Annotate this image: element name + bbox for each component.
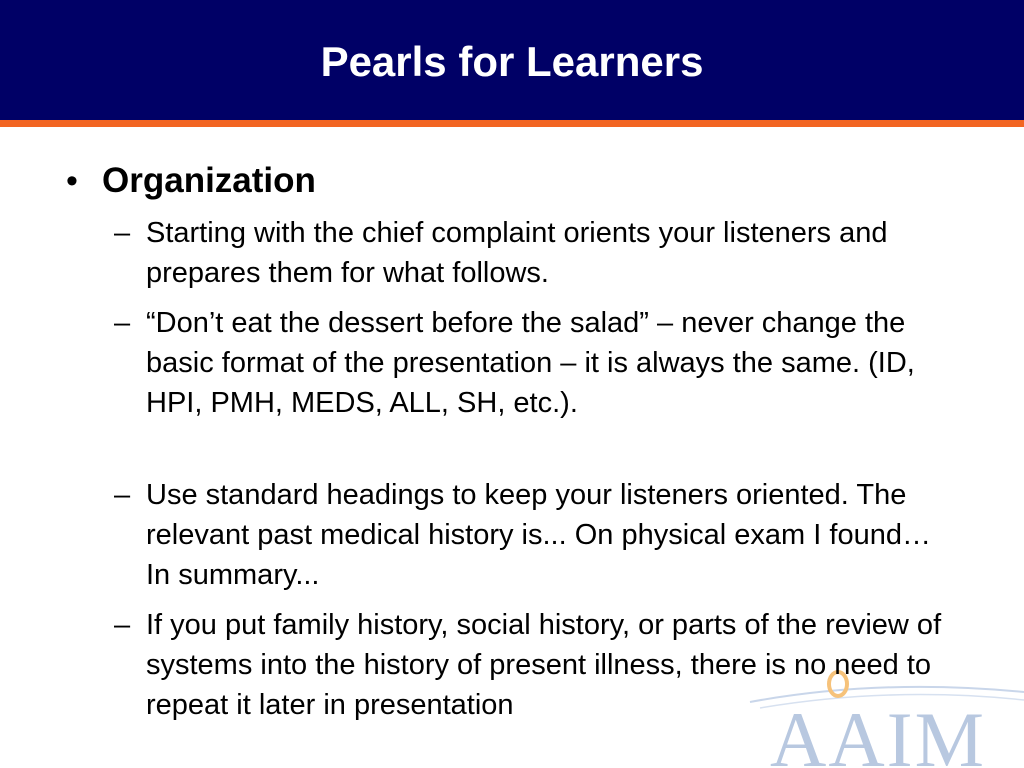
dash-symbol: –: [114, 609, 131, 641]
dash-symbol: –: [114, 307, 131, 339]
sub-bullet-3: [114, 475, 964, 595]
sub-bullet-1: [114, 213, 964, 293]
bullet-symbol: •: [66, 162, 78, 200]
sub-bullet-text: Starting with the chief complaint orients your listeners and prepares them for what follows.: [146, 217, 888, 289]
bullet-organization: [66, 160, 316, 202]
bullet-heading: Organization: [102, 161, 316, 200]
dash-symbol: –: [114, 217, 131, 249]
sub-bullet-2: [114, 303, 964, 423]
dash-symbol: –: [114, 479, 131, 511]
sub-bullet-4: [114, 605, 964, 725]
sub-bullet-text: If you put family history, social history, or parts of the review of systems into the history of present illness, there is no need to repeat it later in presentation: [146, 609, 942, 721]
header-accent-stripe: [0, 120, 1024, 127]
logo-text: AAIM: [770, 696, 986, 768]
slide-title: Pearls for Learners: [320, 38, 704, 85]
sub-bullet-text: “Don’t eat the dessert before the salad” – never change the basic format of the presentation – it is always the same. (ID, HPI, PMH, MEDS, ALL, SH, etc.).: [146, 307, 915, 419]
sub-bullet-text: Use standard headings to keep your listeners oriented. The relevant past medical history is... On physical exam I found… In summary...: [146, 479, 931, 591]
